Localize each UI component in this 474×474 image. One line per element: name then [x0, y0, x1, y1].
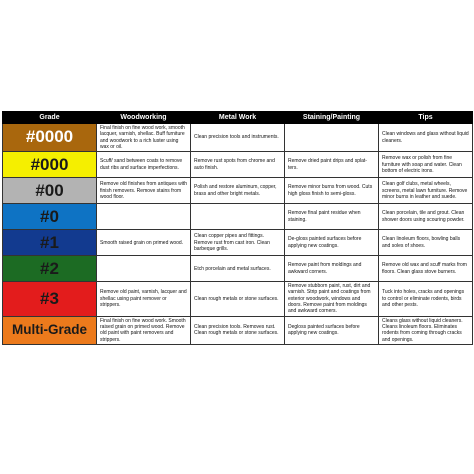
grade-cell: #0000 [3, 124, 97, 152]
woodworking-cell [97, 256, 191, 282]
woodworking-cell [97, 204, 191, 230]
metal-work-cell: Clean rough metals or stone surfaces. [191, 282, 285, 316]
table-row [3, 178, 473, 204]
metal-work-cell: Clean copper pipes and fittings. Remove rust from cast iron. Clean barbeque grills. [191, 230, 285, 256]
metal-work-cell: Clean precision tools and instruments. [191, 124, 285, 152]
tips-cell: Clean linoleum floors, bowling balls and soles of shoes. [379, 230, 473, 256]
steel-wool-grade-table [2, 111, 473, 345]
header-tips: Tips [379, 112, 473, 124]
header-row [3, 112, 473, 124]
woodworking-cell: Smooth raised grain on primed wood. [97, 230, 191, 256]
woodworking-cell: Remove old paint, varnish, lacquer and shellac using paint remover or strippers. [97, 282, 191, 316]
grade-cell: #0 [3, 204, 97, 230]
table-row [3, 316, 473, 344]
header-woodworking: Woodworking [97, 112, 191, 124]
grade-cell: #1 [3, 230, 97, 256]
metal-work-cell: Etch porcelain and metal surfaces. [191, 256, 285, 282]
staining-cell: Remove stubborn paint, rust, dirt and varnish. Strip paint and coatings from exterior woodwork, windows and doors. Remove paint from moldings and awkward corners. [285, 282, 379, 316]
metal-work-cell: Clean precision tools. Removes rust. Clean rough metals or stone surfaces. [191, 316, 285, 344]
header-grade: Grade [3, 112, 97, 124]
table-row [3, 230, 473, 256]
table-row [3, 256, 473, 282]
staining-cell: Remove dried paint drips and splat-ters. [285, 152, 379, 178]
staining-cell: Remove minor burns from wood. Cuts high gloss finish to semi-gloss. [285, 178, 379, 204]
header-metal-work: Metal Work [191, 112, 285, 124]
metal-work-cell: Remove rust spots from chrome and auto finish. [191, 152, 285, 178]
woodworking-cell: Remove old finishes from antiques with finish removers. Remove stains from wood floor. [97, 178, 191, 204]
table-row [3, 204, 473, 230]
grade-cell: #2 [3, 256, 97, 282]
staining-cell: De-gloss painted surfaces before applying new coatings. [285, 230, 379, 256]
staining-cell [285, 124, 379, 152]
staining-cell: Degloss painted surfaces before applying new coatings. [285, 316, 379, 344]
header-staining-painting: Staining/Painting [285, 112, 379, 124]
metal-work-cell: Polish and restore aluminum, copper, brass and other bright metals. [191, 178, 285, 204]
staining-cell: Remove final paint residue when staining. [285, 204, 379, 230]
tips-cell: Clean porcelain, tile and grout. Clean shower doors using scouring powder. [379, 204, 473, 230]
woodworking-cell: Final finish on fine wood work, smooth lacquer, varnish, shellac. Buff furniture and woodwork to a rich luster using wax or oil. [97, 124, 191, 152]
grade-cell: #000 [3, 152, 97, 178]
tips-cell: Tuck into holes, cracks and openings to control or eliminate rodents, birds and other pests. [379, 282, 473, 316]
tips-cell: Clean golf clubs, metal wheels, screens, metal lawn furniture. Remove minor burns in leather and suede. [379, 178, 473, 204]
tips-cell: Cleans glass without liquid cleaners. Cleans linoleum floors. Eliminates rodents from coming through cracks and openings. [379, 316, 473, 344]
table-row [3, 282, 473, 316]
tips-cell: Remove old wax and scuff marks from floors. Clean glass stove burners. [379, 256, 473, 282]
staining-cell: Remove paint from moldings and awkward corners. [285, 256, 379, 282]
table-row [3, 124, 473, 152]
woodworking-cell: Final finish on fine wood work. Smooth raised grain on primed wood. Remove old paint with paint removers and strippers. [97, 316, 191, 344]
grade-cell: #00 [3, 178, 97, 204]
grade-cell: Multi-Grade [3, 316, 97, 344]
table-row [3, 152, 473, 178]
tips-cell: Clean windows and glass without liquid cleaners. [379, 124, 473, 152]
woodworking-cell: Scuff/ sand between coats to remove dust ribs and surface imperfections. [97, 152, 191, 178]
grade-cell: #3 [3, 282, 97, 316]
metal-work-cell [191, 204, 285, 230]
tips-cell: Remove wax or polish from fine furniture with soap and water. Clean bottom of electric irons. [379, 152, 473, 178]
